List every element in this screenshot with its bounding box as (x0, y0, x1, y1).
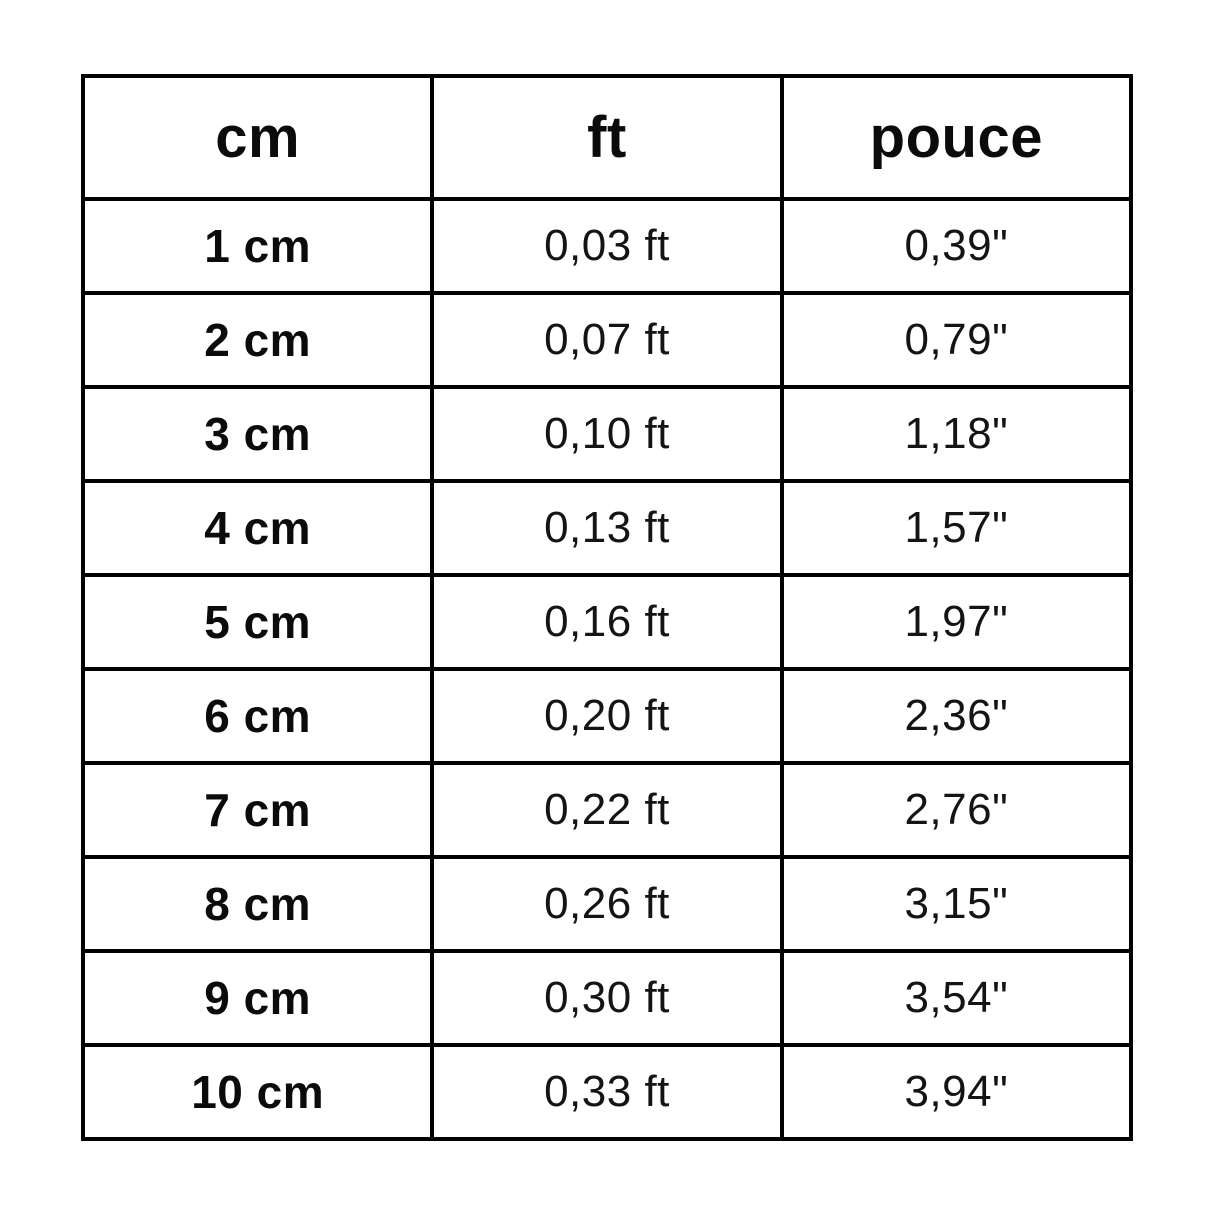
ft-value: 0,07 ft (432, 293, 781, 387)
table-row (83, 951, 1131, 1045)
cm-value: 3 cm (83, 387, 432, 481)
header-cell-pouce: pouce (782, 76, 1131, 199)
ft-value: 0,16 ft (432, 575, 781, 669)
pouce-value: 0,79" (782, 293, 1131, 387)
table-row (83, 669, 1131, 763)
pouce-value: 2,36" (782, 669, 1131, 763)
cm-value: 5 cm (83, 575, 432, 669)
ft-value: 0,33 ft (432, 1045, 781, 1139)
ft-value: 0,10 ft (432, 387, 781, 481)
cm-value: 8 cm (83, 857, 432, 951)
table-header (83, 76, 1131, 199)
cm-value: 9 cm (83, 951, 432, 1045)
table-row (83, 199, 1131, 293)
cm-value: 1 cm (83, 199, 432, 293)
pouce-value: 3,94" (782, 1045, 1131, 1139)
table-row (83, 481, 1131, 575)
pouce-value: 0,39" (782, 199, 1131, 293)
ft-value: 0,30 ft (432, 951, 781, 1045)
cm-value: 2 cm (83, 293, 432, 387)
header-cell-cm: cm (83, 76, 432, 199)
pouce-value: 1,57" (782, 481, 1131, 575)
table-body (83, 199, 1131, 1139)
header-cell-ft: ft (432, 76, 781, 199)
table-row (83, 293, 1131, 387)
ft-value: 0,22 ft (432, 763, 781, 857)
pouce-value: 1,18" (782, 387, 1131, 481)
ft-value: 0,03 ft (432, 199, 781, 293)
pouce-value: 1,97" (782, 575, 1131, 669)
cm-value: 4 cm (83, 481, 432, 575)
table-row (83, 1045, 1131, 1139)
cm-value: 10 cm (83, 1045, 432, 1139)
pouce-value: 3,54" (782, 951, 1131, 1045)
header-row (83, 76, 1131, 199)
cm-ft-pouce-conversion-table (81, 74, 1133, 1141)
cm-value: 6 cm (83, 669, 432, 763)
table-row (83, 575, 1131, 669)
table-row (83, 763, 1131, 857)
ft-value: 0,13 ft (432, 481, 781, 575)
cm-value: 7 cm (83, 763, 432, 857)
ft-value: 0,20 ft (432, 669, 781, 763)
table-row (83, 857, 1131, 951)
ft-value: 0,26 ft (432, 857, 781, 951)
table-row (83, 387, 1131, 481)
pouce-value: 3,15" (782, 857, 1131, 951)
pouce-value: 2,76" (782, 763, 1131, 857)
